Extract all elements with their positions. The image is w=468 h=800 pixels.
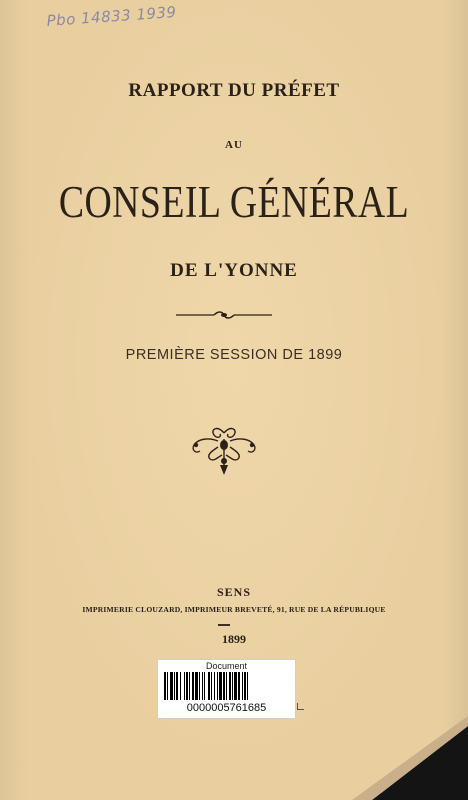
title-line-1: RAPPORT DU PRÉFET [128,80,340,101]
imprint-year: 1899 [222,632,246,646]
barcode-title: Document [205,661,248,671]
imprint-printer: IMPRIMERIE CLOUZARD, IMPRIMEUR BREVETÉ, 91, RUE DE LA RÉPUBLIQUE [82,605,386,614]
title-line-2: AU [225,139,243,151]
barcode-number: 0000005761685 [186,702,267,714]
ornamental-rule [176,309,272,321]
handwritten-shelfmark: Pbo 14833 1939 [46,2,178,30]
main-title: CONSEIL GÉNÉRAL [58,177,410,227]
barcode-bars [164,672,289,700]
session-line: PREMIÈRE SESSION DE 1899 [125,347,343,363]
imprint-city: SENS [216,585,252,599]
fleuron-ornament [188,425,260,479]
barcode-label [157,659,296,719]
imprint-dash [218,624,230,626]
title-line-4: DE L'YONNE [170,260,298,281]
crop-mark [297,703,304,710]
